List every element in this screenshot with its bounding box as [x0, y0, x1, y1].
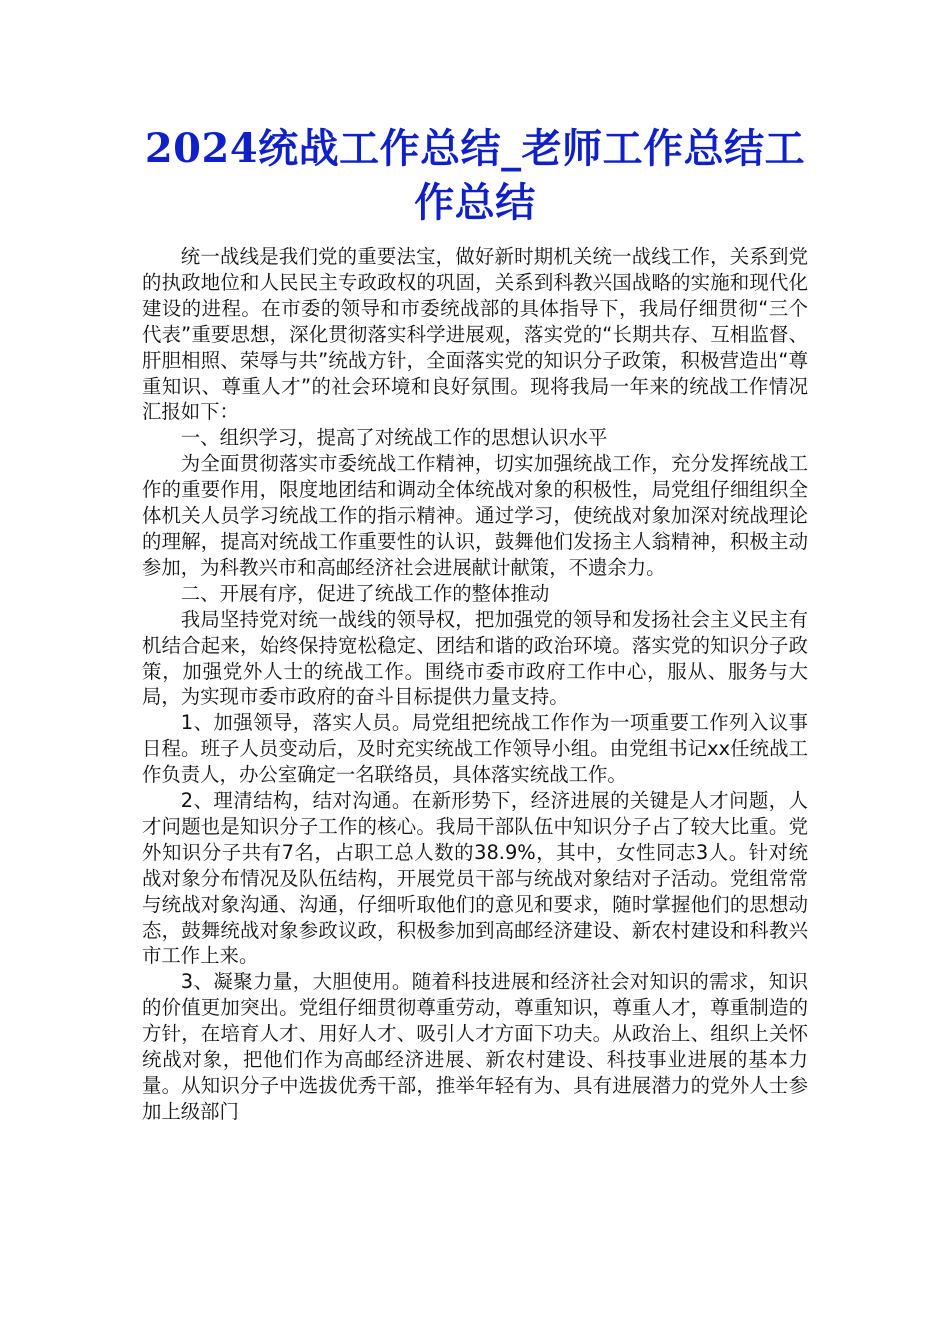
item-1-paragraph: 1、加强领导，落实人员。局党组把统战工作作为一项重要工作列入议事日程。班子人员变动后，及时充实统战工作领导小组。由党组书记xx任统战工作负责人，办公室确定一名联络员，具体落实统战工作。 — [142, 711, 808, 787]
item-2-paragraph: 2、理清结构，结对沟通。在新形势下，经济进展的关键是人才问题，人才问题也是知识分子工作的核心。我局干部队伍中知识分子占了较大比重。党外知识分子共有7名，占职工总人数的38.9%，其中，女性同志3人。针对统战对象分布情况及队伍结构，开展党员干部与统战对象结对子活动。党组常常与统战对象沟通、沟通，仔细听取他们的意见和要求，随时掌握他们的思想动态，鼓舞统战对象参政议政，积极参加到高邮经济建设、新农村建设和科教兴市工作上来。 — [142, 789, 808, 968]
section-1-paragraph: 为全面贯彻落实市委统战工作精神，切实加强统战工作，充分发挥统战工作的重要作用，限度地团结和调动全体统战对象的积极性，局党组仔细组织全体机关人员学习统战工作的指示精神。通过学习，使统战对象加深对统战理论的理解，提高对统战工作重要性的认识，鼓舞他们发扬主人翁精神，积极主动参加，为科教兴市和高邮经济社会进展献计献策，不遗余力。 — [142, 452, 808, 579]
document-body — [142, 244, 808, 1125]
document-title: 2024统战工作总结_老师工作总结工作总结 — [144, 125, 806, 226]
section-2-paragraph: 我局坚持党对统一战线的领导权，把加强党的领导和发扬社会主义民主有机结合起来，始终保持宽松稳定、团结和谐的政治环境。落实党的知识分子政策，加强党外人士的统战工作。围绕市委市政府工作中心，服从、服务与大局，为实现市委市政府的奋斗目标提供力量支持。 — [142, 607, 808, 709]
section-heading-2: 二、开展有序，促进了统战工作的整体推动 — [180, 581, 550, 605]
section-heading-1: 一、组织学习，提高了对统战工作的思想认识水平 — [180, 426, 608, 450]
item-3-paragraph: 3、凝聚力量，大胆使用。随着科技进展和经济社会对知识的需求，知识的价值更加突出。党组仔细贯彻尊重劳动，尊重知识，尊重人才，尊重制造的方针，在培育人才、用好人才、吸引人才方面下功夫。从政治上、组织上关怀统战对象，把他们作为高邮经济进展、新农村建设、科技事业进展的基本力量。从知识分子中选拔优秀干部，推举年轻有为、具有进展潜力的党外人士参加上级部门 — [142, 970, 808, 1123]
intro-paragraph: 统一战线是我们党的重要法宝，做好新时期机关统一战线工作，关系到党的执政地位和人民民主专政政权的巩固，关系到科教兴国战略的实施和现代化建设的进程。在市委的领导和市委统战部的具体指导下，我局仔细贯彻“三个代表”重要思想，深化贯彻落实科学进展观，落实党的“长期共存、互相监督、肝胆相照、荣辱与共”统战方针，全面落实党的知识分子政策，积极营造出“尊重知识、尊重人才”的社会环境和良好氛围。现将我局一年来的统战工作情况汇报如下： — [142, 245, 808, 424]
